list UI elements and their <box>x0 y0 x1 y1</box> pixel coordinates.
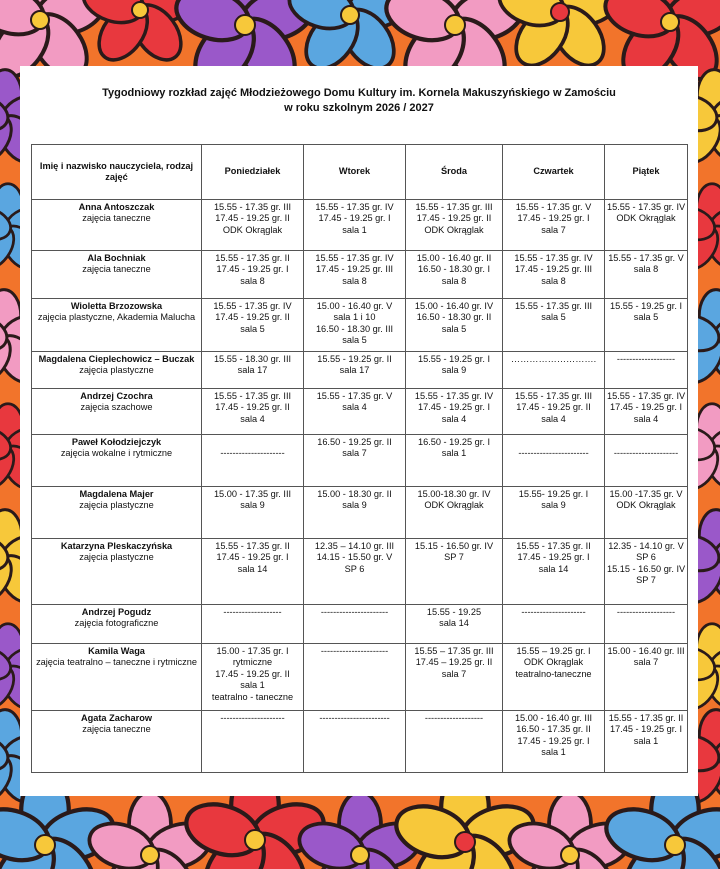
teacher-name: Ala Bochniak <box>87 253 146 263</box>
schedule-cell-mon <box>202 644 304 711</box>
schedule-line: 17.45 - 19.25 gr. I <box>517 552 590 563</box>
schedule-cell-thu <box>503 352 605 389</box>
schedule-cell-wed <box>406 644 503 711</box>
schedule-line: sala 8 <box>342 275 367 286</box>
header-wednesday: Środa <box>406 145 503 200</box>
schedule-line: ------------------- <box>616 354 676 364</box>
schedule-line: 15.00 - 17.35 gr. I <box>216 646 289 656</box>
schedule-cell-mon <box>202 251 304 299</box>
schedule-cell-mon <box>202 605 304 644</box>
schedule-line: 17.45 - 19.25 gr. II <box>215 668 290 679</box>
schedule-cell-mon <box>202 539 304 605</box>
schedule-cell-wed <box>406 352 503 389</box>
table-row <box>32 200 688 251</box>
header-monday: Poniedziałek <box>202 145 304 200</box>
schedule-line: 15.55 – 19.25 gr. I <box>516 646 591 656</box>
schedule-line: teatralno - taneczne <box>211 691 294 702</box>
activity-type: zajęcia plastyczne <box>79 552 154 563</box>
schedule-line: sala 4 <box>342 402 367 413</box>
schedule-line: ODK Okrąglak <box>523 657 584 668</box>
schedule-cell-thu <box>503 200 605 251</box>
table-row <box>32 435 688 487</box>
schedule-line: --------------------- <box>220 713 285 723</box>
schedule-line: 15.55 - 17.35 gr. II <box>516 541 591 551</box>
table-row <box>32 487 688 539</box>
schedule-line: sala 7 <box>441 668 467 679</box>
schedule-line: 15.55 - 17.35 gr. V <box>316 391 393 401</box>
schedule-line: sala 5 <box>240 323 265 334</box>
schedule-line: 15.00 - 17.35 gr. III <box>213 489 292 499</box>
table-row <box>32 605 688 644</box>
schedule-line: 15.55 - 17.35 gr. V <box>608 253 684 263</box>
schedule-line: 17.45 - 19.25 gr. II <box>215 402 290 413</box>
schedule-line: sala 1 <box>240 680 265 691</box>
teacher-name: Katarzyna Pleskaczyńska <box>60 541 173 551</box>
schedule-line: --------------------- <box>521 607 586 617</box>
schedule-line: 17.45 - 19.25 gr. II <box>516 402 591 413</box>
schedule-line: sala 5 <box>633 312 659 323</box>
activity-type: zajęcia wokalne i rytmiczne <box>60 448 173 459</box>
header-tuesday: Wtorek <box>304 145 406 200</box>
schedule-cell-thu <box>503 487 605 539</box>
activity-type: zajęcia fotograficzne <box>74 618 159 629</box>
schedule-line: 15.15 - 16.50 gr. IV <box>414 541 494 551</box>
schedule-cell-fri <box>605 200 688 251</box>
schedule-line: sala 5 <box>441 323 467 334</box>
schedule-cell-tue <box>304 251 406 299</box>
schedule-line: sala 9 <box>240 500 265 511</box>
schedule-line: ODK Okrąglak <box>616 500 676 511</box>
schedule-line: ------------------- <box>424 713 484 723</box>
teacher-name: Andrzej Czochra <box>80 391 153 401</box>
header-thursday: Czwartek <box>503 145 605 200</box>
schedule-line: 15.00 - 18.30 gr. II <box>317 489 392 499</box>
schedule-line: sala 7 <box>633 657 659 668</box>
schedule-line: sala 4 <box>541 413 566 424</box>
schedule-line: SP 6 <box>344 563 365 574</box>
table-row <box>32 389 688 435</box>
schedule-line: 15.55 - 19.25 gr. I <box>417 354 491 364</box>
schedule-line: sala 1 <box>541 747 566 758</box>
schedule-cell-mon <box>202 711 304 773</box>
schedule-line: ----------------------- <box>319 713 390 723</box>
teacher-cell <box>32 200 202 251</box>
schedule-line: sala 1 <box>441 448 467 459</box>
schedule-line: 15.55 - 17.35 gr. IV <box>315 202 394 212</box>
schedule-cell-wed <box>406 200 503 251</box>
teacher-cell <box>32 299 202 352</box>
schedule-line: SP 6 <box>636 552 656 563</box>
schedule-line: 15.55 - 17.35 gr. III <box>415 202 493 212</box>
teacher-cell <box>32 389 202 435</box>
header-row <box>32 145 688 200</box>
schedule-cell-wed <box>406 251 503 299</box>
schedule-line: --------------------- <box>220 448 285 459</box>
schedule-line: ------------------- <box>223 607 282 617</box>
teacher-cell <box>32 605 202 644</box>
schedule-line: 17.45 - 19.25 gr. I <box>216 264 289 275</box>
activity-type: zajęcia teatralno – taneczne i rytmiczne <box>36 657 197 668</box>
schedule-cell-fri <box>605 299 688 352</box>
teacher-name: Magdalena Majer <box>79 489 154 499</box>
schedule-line: sala 8 <box>240 275 265 286</box>
schedule-line: 17.45 - 19.25 gr. III <box>315 264 394 275</box>
schedule-line: 16.50 - 19.25 gr. I <box>417 437 491 447</box>
schedule-cell-wed <box>406 605 503 644</box>
teacher-cell <box>32 352 202 389</box>
schedule-cell-thu <box>503 644 605 711</box>
schedule-cell-wed <box>406 487 503 539</box>
schedule-line: 16.50 - 18.30 gr. III <box>315 323 394 334</box>
schedule-line: sala 9 <box>342 500 367 511</box>
schedule-line: 15.55 - 18.30 gr. III <box>213 354 292 364</box>
schedule-line: sala 8 <box>541 275 566 286</box>
schedule-cell-fri <box>605 605 688 644</box>
table-row <box>32 644 688 711</box>
schedule-line: ODK Okrąglak <box>222 224 283 235</box>
schedule-cell-thu <box>503 711 605 773</box>
schedule-cell-tue <box>304 299 406 352</box>
schedule-line: 16.50 - 17.35 gr. II <box>516 724 591 735</box>
schedule-line: 16.50 - 18.30 gr. I <box>417 264 491 275</box>
schedule-line: sala 14 <box>439 618 469 629</box>
schedule-cell-tue <box>304 711 406 773</box>
activity-type: zajęcia szachowe <box>80 402 153 413</box>
schedule-cell-tue <box>304 605 406 644</box>
schedule-line: sala 4 <box>240 413 265 424</box>
schedule-line: sala 17 <box>339 365 370 376</box>
schedule-cell-mon <box>202 487 304 539</box>
schedule-cell-mon <box>202 299 304 352</box>
schedule-line: 17.45 - 19.25 gr. I <box>609 402 683 413</box>
schedule-cell-wed <box>406 299 503 352</box>
schedule-cell-fri <box>605 435 688 487</box>
schedule-line: 14.15 - 15.50 gr. V <box>316 552 393 563</box>
title-line-1: Tygodniowy rozkład zajęć Młodzieżowego Domu Kultury im. Kornela Makuszyńskiego w Zamościu <box>102 87 616 99</box>
schedule-cell-thu <box>503 605 605 644</box>
schedule-line: 15.55 - 17.35 gr. IV <box>315 253 394 263</box>
header-friday: Piątek <box>605 145 688 200</box>
schedule-line: 17.45 – 19.25 gr. II <box>415 657 493 668</box>
schedule-sheet <box>20 66 698 796</box>
schedule-line: 15.55 - 19.25 gr. I <box>609 301 683 311</box>
schedule-line: sala 8 <box>441 275 467 286</box>
schedule-line: sala 4 <box>633 413 659 424</box>
schedule-line: 15.55 - 17.35 gr. IV <box>607 202 686 212</box>
activity-type: zajęcia plastyczne, Akademia Malucha <box>37 312 196 323</box>
teacher-name: Anna Antoszczak <box>78 202 155 212</box>
schedule-line: 17.45 - 19.25 gr. I <box>318 213 391 224</box>
schedule-line: ODK Okrąglak <box>616 213 676 224</box>
schedule-line: 15.55 - 17.35 gr. II <box>215 541 290 551</box>
schedule-line: 15.00 -17.35 gr. V <box>609 489 683 499</box>
schedule-line: 15.55 - 17.35 gr. III <box>213 202 292 212</box>
activity-type: zajęcia taneczne <box>82 264 151 275</box>
schedule-body <box>32 200 688 773</box>
schedule-line: 17.45 - 19.25 gr. I <box>417 402 491 413</box>
schedule-line: sala 1 <box>633 735 659 746</box>
teacher-name: Kamila Waga <box>88 646 145 656</box>
schedule-line: 15.00-18.30 gr. IV <box>417 489 491 499</box>
schedule-line: 17.45 - 19.25 gr. I <box>517 735 590 746</box>
schedule-cell-thu <box>503 299 605 352</box>
teacher-cell <box>32 644 202 711</box>
schedule-cell-tue <box>304 389 406 435</box>
teacher-cell <box>32 539 202 605</box>
teacher-name: Andrzej Pogudz <box>81 607 152 617</box>
schedule-line: 17.45 - 19.25 gr. II <box>215 312 290 323</box>
activity-type: zajęcia plastyczne <box>79 500 154 511</box>
table-row <box>32 352 688 389</box>
schedule-line: 17.45 - 19.25 gr. III <box>514 264 593 275</box>
schedule-cell-mon <box>202 389 304 435</box>
schedule-line: 15.55 - 17.35 gr. III <box>213 391 292 401</box>
schedule-cell-thu <box>503 435 605 487</box>
schedule-line: 15.55 - 19.25 gr. II <box>317 354 392 364</box>
table-row <box>32 251 688 299</box>
activity-type: zajęcia plastyczne <box>79 365 154 376</box>
schedule-line: ----------------------- <box>518 448 589 459</box>
teacher-cell <box>32 251 202 299</box>
schedule-line: 15.00 - 16.40 gr. IV <box>414 301 494 311</box>
schedule-cell-mon <box>202 352 304 389</box>
title-line-2: w roku szkolnym 2026 / 2027 <box>284 102 434 114</box>
schedule-cell-thu <box>503 251 605 299</box>
schedule-cell-fri <box>605 487 688 539</box>
schedule-line: 15.00 - 16.40 gr. III <box>514 713 593 723</box>
schedule-cell-mon <box>202 200 304 251</box>
schedule-cell-fri <box>605 352 688 389</box>
schedule-line: 15.55 - 17.35 gr. IV <box>607 391 686 401</box>
schedule-line: sala 5 <box>342 335 367 346</box>
schedule-line: 15.00 - 16.40 gr. II <box>416 253 492 263</box>
schedule-line: 15.55 - 19.25 <box>426 607 482 617</box>
schedule-line: 17.45 - 19.25 gr. I <box>609 724 683 735</box>
schedule-cell-tue <box>304 200 406 251</box>
schedule-line: --------------------- <box>613 448 679 459</box>
schedule-line: 16.50 - 18.30 gr. II <box>416 312 492 323</box>
teacher-name: Agata Zacharow <box>81 713 152 723</box>
schedule-line: 15.55 – 17.35 gr. III <box>414 646 494 656</box>
schedule-line: 15.55 - 17.35 gr. IV <box>514 253 593 263</box>
page-title <box>20 86 698 116</box>
schedule-line: sala 14 <box>538 563 569 574</box>
schedule-cell-wed <box>406 435 503 487</box>
schedule-cell-fri <box>605 389 688 435</box>
teacher-name: Wioletta Brzozowska <box>70 301 163 311</box>
table-row <box>32 711 688 773</box>
schedule-cell-wed <box>406 389 503 435</box>
teacher-cell <box>32 487 202 539</box>
schedule-line: sala 1 i 10 <box>333 312 376 323</box>
schedule-line: 15.55 - 17.35 gr. III <box>514 391 593 401</box>
schedule-line: 17.45 - 19.25 gr. I <box>517 213 590 224</box>
schedule-cell-mon <box>202 435 304 487</box>
schedule-line: sala 9 <box>541 500 566 511</box>
schedule-line: 12.35 – 14.10 gr. III <box>314 541 395 551</box>
schedule-line: 15.55 - 17.35 gr. III <box>514 301 593 311</box>
schedule-line: ---------------------- <box>320 646 389 656</box>
schedule-line: 15.55- 19.25 gr. I <box>518 489 589 499</box>
schedule-table <box>31 144 688 773</box>
teacher-name: Magdalena Cieplechowicz – Buczak <box>38 354 195 364</box>
schedule-line: sala 1 <box>342 224 367 235</box>
activity-type: zajęcia taneczne <box>82 213 151 224</box>
schedule-cell-thu <box>503 389 605 435</box>
schedule-line: rytmiczne <box>232 657 273 668</box>
schedule-line: 12.35 - 14.10 gr. V <box>608 541 684 551</box>
schedule-line: sala 14 <box>237 563 268 574</box>
schedule-line: 17.45 - 19.25 gr. II <box>215 213 290 224</box>
schedule-line: teatralno-taneczne <box>515 668 592 679</box>
schedule-line: sala 7 <box>541 224 566 235</box>
schedule-line: 15.55 - 17.35 gr. V <box>515 202 592 212</box>
schedule-line: sala 5 <box>541 312 566 323</box>
schedule-line <box>204 437 301 448</box>
schedule-line <box>607 437 685 448</box>
header-name: Imię i nazwisko nauczyciela, rodzaj zajęć <box>32 145 202 200</box>
schedule-line: 15.00 - 16.40 gr. V <box>316 301 393 311</box>
schedule-cell-tue <box>304 435 406 487</box>
schedule-line: 15.00 - 16.40 gr. III <box>607 646 685 656</box>
schedule-line: 16.50 - 19.25 gr. II <box>317 437 392 447</box>
schedule-cell-thu <box>503 539 605 605</box>
schedule-line: sala 8 <box>633 264 659 275</box>
table-row <box>32 299 688 352</box>
schedule-line: 15.15 - 16.50 gr. IV <box>607 563 686 574</box>
schedule-line: ---------------------- <box>320 607 389 617</box>
schedule-line: sala 4 <box>441 413 467 424</box>
schedule-cell-tue <box>304 644 406 711</box>
schedule-line: ODK Okrąglak <box>424 224 484 235</box>
schedule-cell-fri <box>605 539 688 605</box>
teacher-cell <box>32 711 202 773</box>
schedule-cell-wed <box>406 539 503 605</box>
schedule-line: 17.45 - 19.25 gr. I <box>216 552 289 563</box>
schedule-line: sala 17 <box>237 365 268 376</box>
schedule-cell-tue <box>304 352 406 389</box>
schedule-line: 15.55 - 17.35 gr. IV <box>414 391 494 401</box>
schedule-cell-wed <box>406 711 503 773</box>
schedule-line: sala 9 <box>441 365 467 376</box>
schedule-line: 15.55 - 17.35 gr. IV <box>213 301 292 311</box>
schedule-cell-tue <box>304 487 406 539</box>
schedule-cell-tue <box>304 539 406 605</box>
schedule-line: sala 7 <box>342 448 367 459</box>
schedule-line: 15.55 - 17.35 gr. II <box>608 713 684 723</box>
schedule-line: 15.55 - 17.35 gr. II <box>215 253 290 263</box>
table-row <box>32 539 688 605</box>
activity-type: zajęcia taneczne <box>82 724 151 735</box>
schedule-line: SP 7 <box>444 552 464 563</box>
teacher-name: Paweł Kołodziejczyk <box>71 437 162 447</box>
schedule-line: ………………………. <box>510 354 597 364</box>
teacher-cell <box>32 435 202 487</box>
schedule-cell-fri <box>605 251 688 299</box>
schedule-cell-fri <box>605 711 688 773</box>
schedule-line: 17.45 - 19.25 gr. II <box>416 213 492 224</box>
schedule-cell-fri <box>605 644 688 711</box>
schedule-line: ------------------- <box>616 607 676 617</box>
schedule-line: SP 7 <box>636 575 656 586</box>
schedule-line: ODK Okrąglak <box>424 500 484 511</box>
schedule-line <box>505 437 602 448</box>
